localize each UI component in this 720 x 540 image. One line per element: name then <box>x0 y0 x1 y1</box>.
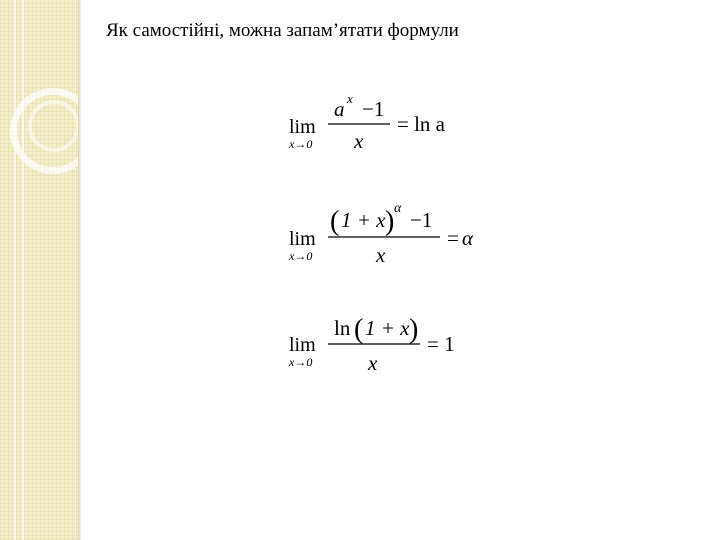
sidebar-edge <box>78 0 81 540</box>
formula-3 <box>270 304 530 394</box>
right-hand-side-value: α <box>462 226 474 250</box>
numerator-exponent: α <box>394 201 402 216</box>
sidebar-stripe <box>14 0 16 540</box>
lim-word: lim <box>289 228 316 250</box>
numerator-base: a <box>334 97 345 121</box>
numerator-inner: 1 + x <box>365 316 410 340</box>
ring-ornament-inner <box>28 100 78 152</box>
numerator-inner: 1 + x <box>341 208 386 232</box>
lim-subscript: x→0 <box>289 249 313 263</box>
numerator-paren-open: ( <box>354 314 364 345</box>
decorative-sidebar <box>0 0 78 540</box>
numerator-paren-close: ) <box>409 314 419 345</box>
numerator-rest: −1 <box>362 97 385 121</box>
lim-subscript: x→0 <box>289 355 313 369</box>
right-hand-side: = 1 <box>427 332 455 356</box>
numerator-rest: −1 <box>410 208 433 232</box>
denominator: x <box>368 351 378 375</box>
numerator-paren-close: ) <box>385 206 395 237</box>
denominator: x <box>354 129 364 153</box>
numerator-function: ln <box>334 316 351 340</box>
numerator-paren-open: ( <box>330 206 340 237</box>
sidebar-stripe <box>22 0 24 540</box>
numerator-exponent: x <box>347 91 353 106</box>
denominator: x <box>376 243 386 267</box>
lim-subscript: x→0 <box>289 137 313 151</box>
slide-title: Як самостійні, можна запам’ятати формули <box>106 20 459 41</box>
formula-2 <box>270 198 530 288</box>
right-hand-side: = ln a <box>397 112 445 136</box>
lim-word: lim <box>289 334 316 356</box>
lim-word: lim <box>289 116 316 138</box>
equals-sign: = <box>447 226 459 250</box>
formula-1 <box>270 90 530 180</box>
